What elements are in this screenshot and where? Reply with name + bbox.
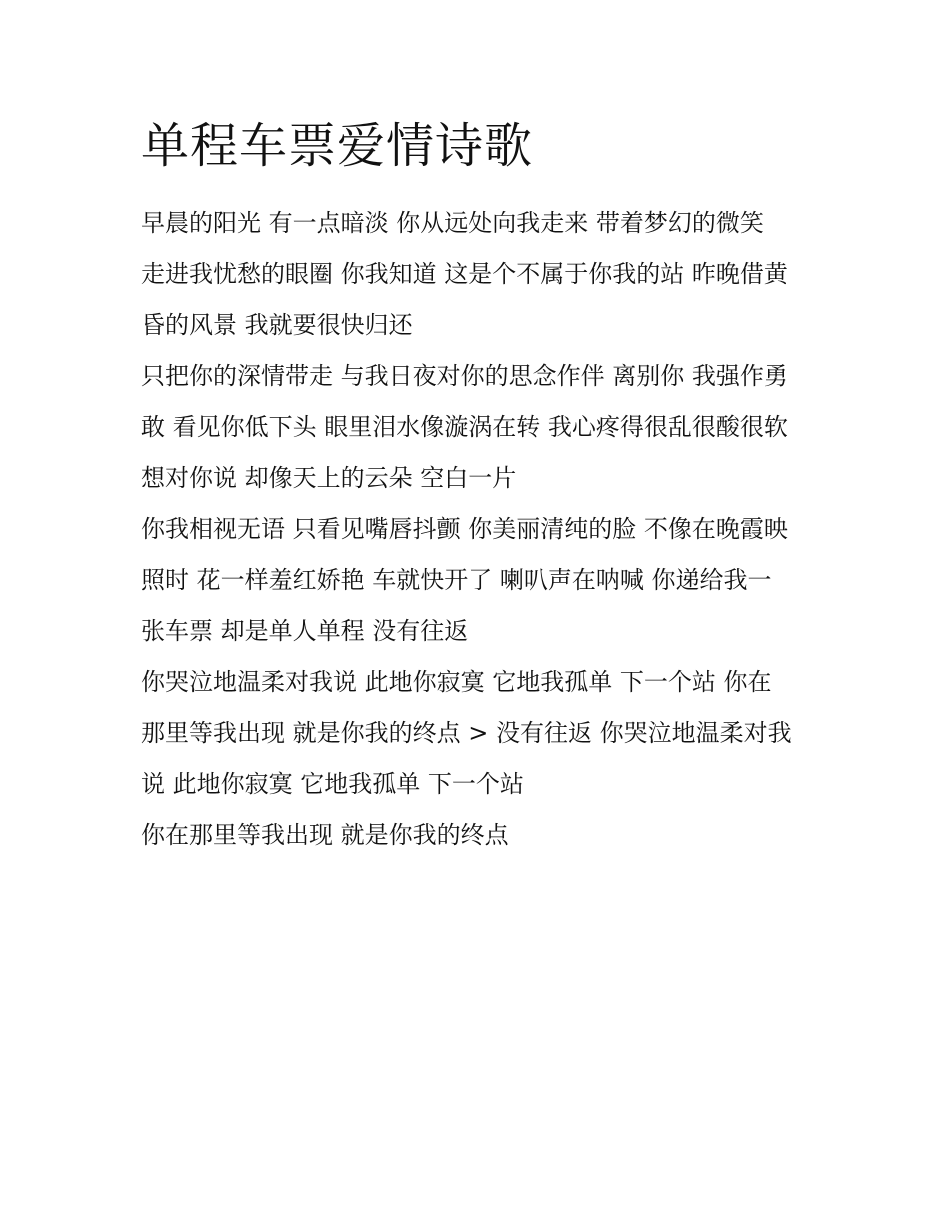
document-title: 单程车票爱情诗歌 [141,118,534,174]
poem-line: 早晨的阳光 有一点暗淡 你从远处向我走来 带着梦幻的微笑 [141,209,764,237]
poem-line: 张车票 却是单人单程 没有往返 [141,617,469,645]
document-page [141,112,821,861]
poem-line: 你我相视无语 只看见嘴唇抖颤 你美丽清纯的脸 不像在晚霞映 [141,515,788,543]
poem-line: 昏的风景 我就要很快归还 [141,311,413,339]
poem-line: 只把你的深情带走 与我日夜对你的思念作伴 离别你 我强作勇 [141,362,788,390]
poem-line: 照时 花一样羞红娇艳 车就快开了 喇叭声在呐喊 你递给我一 [141,566,772,594]
poem-line: 走进我忧愁的眼圈 你我知道 这是个不属于你我的站 昨晚借黄 [141,260,788,288]
poem-line: 说 此地你寂寞 它地我孤单 下一个站 [141,770,524,798]
poem-body [141,198,821,861]
poem-line: 你在那里等我出现 就是你我的终点 [141,821,509,849]
poem-line: 那里等我出现 就是你我的终点 > 没有往返 你哭泣地温柔对我 [141,719,792,747]
poem-line: 想对你说 却像天上的云朵 空白一片 [141,464,517,492]
poem-line: 你哭泣地温柔对我说 此地你寂寞 它地我孤单 下一个站 你在 [141,668,772,696]
poem-line: 敢 看见你低下头 眼里泪水像漩涡在转 我心疼得很乱很酸很软 [141,413,788,441]
